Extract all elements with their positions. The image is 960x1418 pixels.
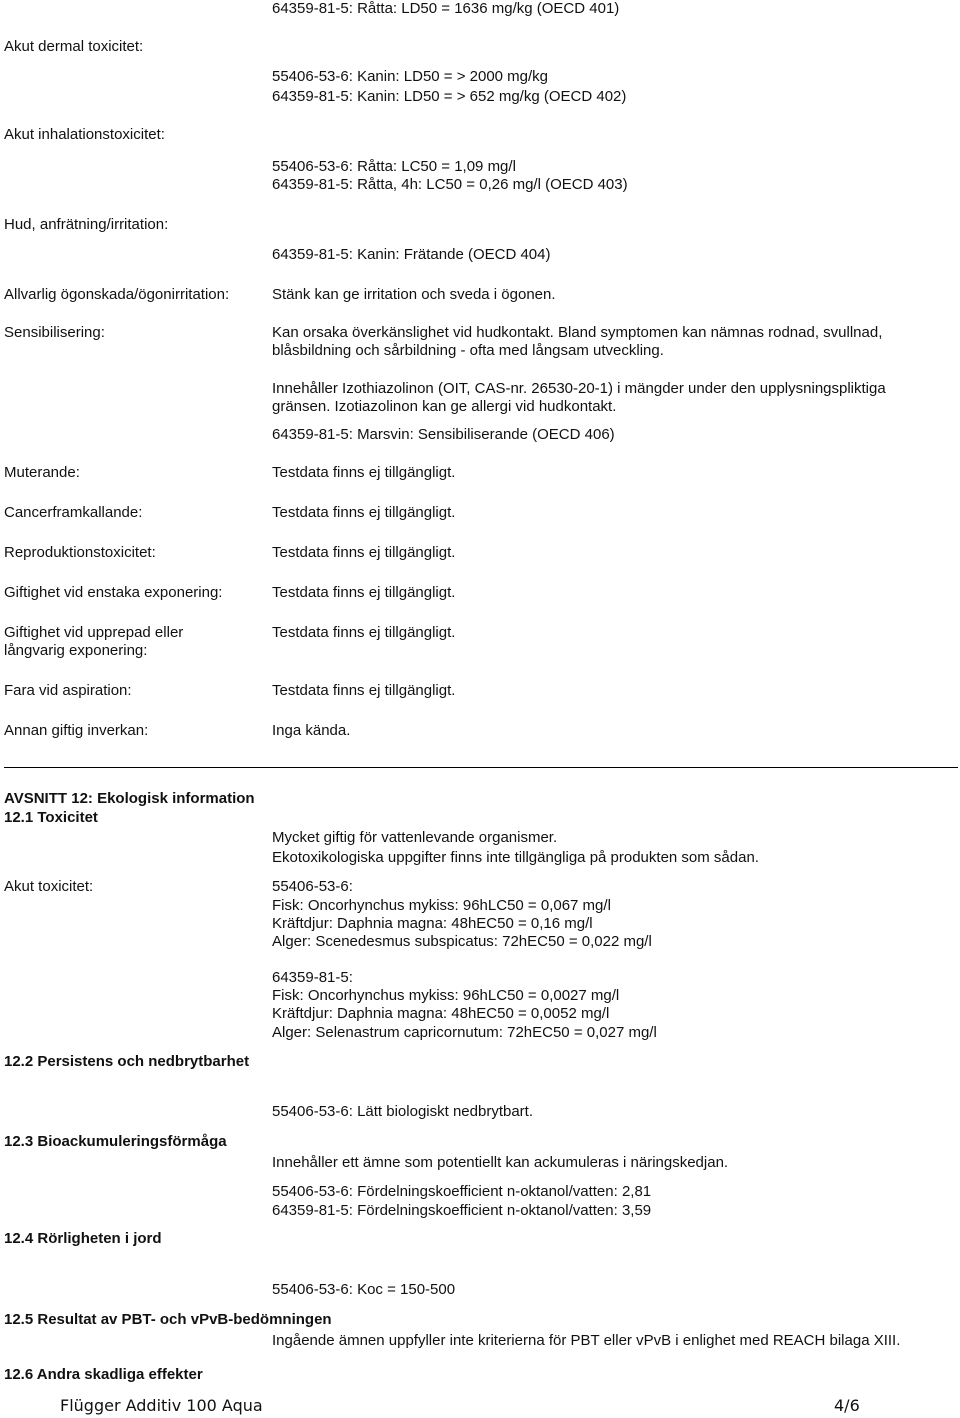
other-toxic-label: Annan giftig inverkan: [4, 722, 149, 739]
section-divider [4, 767, 958, 768]
stot-single-value: Testdata finns ej tillgängligt. [272, 584, 456, 601]
subsection-12-3-heading: 12.3 Bioackumuleringsförmåga [4, 1133, 227, 1150]
stot-repeated-label-1: Giftighet vid upprepad eller [4, 624, 184, 641]
sensitisation-label: Sensibilisering: [4, 324, 105, 341]
stot-repeated-value: Testdata finns ej tillgängligt. [272, 624, 456, 641]
acute-b-substance: 64359-81-5: [272, 969, 353, 986]
subsection-12-4-heading: 12.4 Rörligheten i jord [4, 1230, 162, 1247]
sensitisation-text-2: blåsbildning och sårbildning - ofta med långsam utveckling. [272, 342, 664, 359]
carcinogenic-value: Testdata finns ej tillgängligt. [272, 504, 456, 521]
footer-product-name: Flügger Additiv 100 Aqua [60, 1396, 263, 1415]
toxicity-text-2: Ekotoxikologiska uppgifter finns inte tillgängliga på produkten som sådan. [272, 849, 759, 866]
pbt-value: Ingående ämnen uppfyller inte kriterierna för PBT eller vPvB i enlighet med REACH bilaga XIII. [272, 1332, 901, 1349]
acute-a-crustacean: Kräftdjur: Daphnia magna: 48hEC50 = 0,16 mg/l [272, 915, 593, 932]
skin-corrosion-label: Hud, anfrätning/irritation: [4, 216, 169, 233]
oral-toxicity-value: 64359-81-5: Råtta: LD50 = 1636 mg/kg (OECD 401) [272, 0, 620, 17]
subsection-12-6-heading: 12.6 Andra skadliga effekter [4, 1366, 203, 1383]
sensitisation-text-1: Kan orsaka överkänslighet vid hudkontakt. Bland symptomen kan nämnas rodnad, svullnad, [272, 324, 883, 341]
dermal-toxicity-value-1: 55406-53-6: Kanin: LD50 = > 2000 mg/kg [272, 68, 549, 85]
acute-b-algae: Alger: Selenastrum capricornutum: 72hEC50 = 0,027 mg/l [272, 1024, 657, 1041]
sensitisation-text-3: Innehåller Izothiazolinon (OIT, CAS-nr. 26530-20-1) i mängder under den upplysningspliktiga [272, 380, 886, 397]
inhalation-toxicity-value-2: 64359-81-5: Råtta, 4h: LC50 = 0,26 mg/l (OECD 403) [272, 176, 628, 193]
eye-damage-label: Allvarlig ögonskada/ögonirritation: [4, 286, 230, 303]
acute-b-crustacean: Kräftdjur: Daphnia magna: 48hEC50 = 0,0052 mg/l [272, 1005, 610, 1022]
sensitisation-text-5: 64359-81-5: Marsvin: Sensibiliserande (OECD 406) [272, 426, 615, 443]
dermal-toxicity-value-2: 64359-81-5: Kanin: LD50 = > 652 mg/kg (OECD 402) [272, 88, 627, 105]
aspiration-label: Fara vid aspiration: [4, 682, 132, 699]
aspiration-value: Testdata finns ej tillgängligt. [272, 682, 456, 699]
eye-damage-value: Stänk kan ge irritation och sveda i ögonen. [272, 286, 556, 303]
acute-b-fish: Fisk: Oncorhynchus mykiss: 96hLC50 = 0,0027 mg/l [272, 987, 620, 1004]
acute-a-fish: Fisk: Oncorhynchus mykiss: 96hLC50 = 0,067 mg/l [272, 897, 611, 914]
mutagenic-value: Testdata finns ej tillgängligt. [272, 464, 456, 481]
section-12-heading: AVSNITT 12: Ekologisk information [4, 790, 255, 807]
subsection-12-2-heading: 12.2 Persistens och nedbrytbarhet [4, 1053, 250, 1070]
bioaccumulation-value-2: 64359-81-5: Fördelningskoefficient n-oktanol/vatten: 3,59 [272, 1202, 652, 1219]
inhalation-toxicity-label: Akut inhalationstoxicitet: [4, 126, 165, 143]
skin-corrosion-value: 64359-81-5: Kanin: Frätande (OECD 404) [272, 246, 551, 263]
subsection-12-1-heading: 12.1 Toxicitet [4, 809, 98, 826]
mutagenic-label: Muterande: [4, 464, 80, 481]
persistence-value: 55406-53-6: Lätt biologiskt nedbrytbart. [272, 1103, 533, 1120]
acute-toxicity-label: Akut toxicitet: [4, 878, 94, 895]
carcinogenic-label: Cancerframkallande: [4, 504, 143, 521]
inhalation-toxicity-value-1: 55406-53-6: Råtta: LC50 = 1,09 mg/l [272, 158, 516, 175]
acute-a-algae: Alger: Scenedesmus subspicatus: 72hEC50 = 0,022 mg/l [272, 933, 652, 950]
mobility-value: 55406-53-6: Koc = 150-500 [272, 1281, 456, 1298]
reproductive-label: Reproduktionstoxicitet: [4, 544, 156, 561]
sensitisation-text-4: gränsen. Izotiazolinon kan ge allergi vid hudkontakt. [272, 398, 617, 415]
reproductive-value: Testdata finns ej tillgängligt. [272, 544, 456, 561]
toxicity-text-1: Mycket giftig för vattenlevande organismer. [272, 829, 558, 846]
stot-repeated-label-2: långvarig exponering: [4, 642, 148, 659]
other-toxic-value: Inga kända. [272, 722, 351, 739]
bioaccumulation-text: Innehåller ett ämne som potentiellt kan ackumuleras i näringskedjan. [272, 1154, 729, 1171]
dermal-toxicity-label: Akut dermal toxicitet: [4, 38, 144, 55]
acute-a-substance: 55406-53-6: [272, 878, 353, 895]
stot-single-label: Giftighet vid enstaka exponering: [4, 584, 223, 601]
footer-page-number: 4/6 [834, 1396, 860, 1415]
bioaccumulation-value-1: 55406-53-6: Fördelningskoefficient n-oktanol/vatten: 2,81 [272, 1183, 652, 1200]
subsection-12-5-heading: 12.5 Resultat av PBT- och vPvB-bedömningen [4, 1311, 332, 1328]
